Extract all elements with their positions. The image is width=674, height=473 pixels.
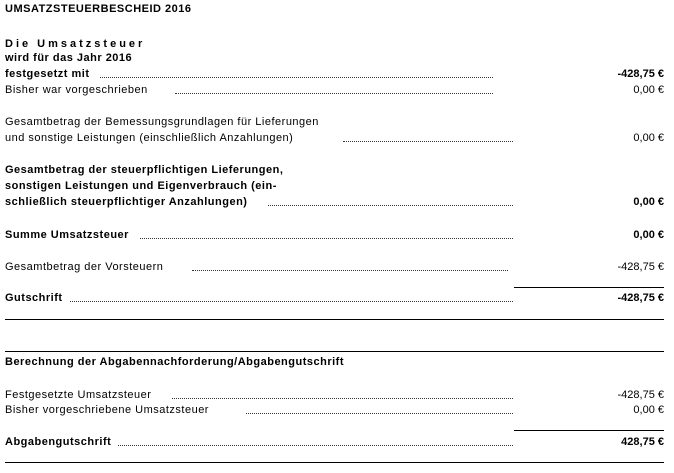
- vorsteuern-label: Gesamtbetrag der Vorsteuern: [5, 261, 164, 273]
- gutschrift-value: -428,75 €: [617, 292, 664, 304]
- intro-line-3: festgesetzt mit: [5, 68, 90, 80]
- steuerpflichtig-line-3: schließlich steuerpflichtiger Anzahlungen): [5, 196, 248, 208]
- leader-dots: [343, 141, 513, 142]
- bemessung-line-1: Gesamtbetrag der Bemessungsgrundlagen für Lieferungen: [5, 116, 319, 128]
- bisher-ust-label: Bisher vorgeschriebene Umsatzsteuer: [5, 404, 209, 416]
- leader-dots: [118, 445, 513, 446]
- abgabengutschrift-label: Abgabengutschrift: [5, 436, 112, 448]
- vorsteuern-value: -428,75 €: [617, 261, 664, 273]
- summe-value: 0,00 €: [633, 229, 664, 241]
- festgesetzt-value: -428,75 €: [617, 68, 664, 80]
- bisher-value: 0,00 €: [633, 84, 664, 96]
- leader-dots: [192, 270, 508, 271]
- abgabengutschrift-value: 428,75 €: [621, 436, 664, 448]
- section-divider: [5, 319, 664, 320]
- intro-line-1: Die Umsatzsteuer: [5, 38, 146, 50]
- bemessung-line-2: und sonstige Leistungen (einschließlich Anzahlungen): [5, 132, 294, 144]
- leader-dots: [175, 93, 493, 94]
- sum-rule: [514, 430, 664, 431]
- steuerpflichtig-line-2: sonstigen Leistungen und Eigenverbrauch (ein-: [5, 180, 277, 192]
- document-title: UMSATZSTEUERBESCHEID 2016: [5, 3, 192, 15]
- bisher-label: Bisher war vorgeschrieben: [5, 84, 148, 96]
- leader-dots: [100, 77, 493, 78]
- bottom-divider: [5, 462, 664, 463]
- steuerpflichtig-value: 0,00 €: [633, 196, 664, 208]
- bemessung-value: 0,00 €: [633, 132, 664, 144]
- leader-dots: [268, 205, 513, 206]
- bisher-ust-value: 0,00 €: [633, 404, 664, 416]
- sum-rule: [514, 287, 664, 288]
- leader-dots: [246, 413, 513, 414]
- festgesetzte-ust-label: Festgesetzte Umsatzsteuer: [5, 389, 152, 401]
- gutschrift-label: Gutschrift: [5, 292, 63, 304]
- leader-dots: [172, 398, 513, 399]
- steuerpflichtig-line-1: Gesamtbetrag der steuerpflichtigen Lieferungen,: [5, 164, 284, 176]
- intro-line-2: wird für das Jahr 2016: [5, 52, 133, 64]
- section-divider: [5, 351, 664, 352]
- leader-dots: [140, 238, 513, 239]
- section2-heading: Berechnung der Abgabennachforderung/Abgabengutschrift: [5, 356, 344, 368]
- festgesetzte-ust-value: -428,75 €: [617, 389, 664, 401]
- leader-dots: [70, 301, 513, 302]
- summe-label: Summe Umsatzsteuer: [5, 229, 129, 241]
